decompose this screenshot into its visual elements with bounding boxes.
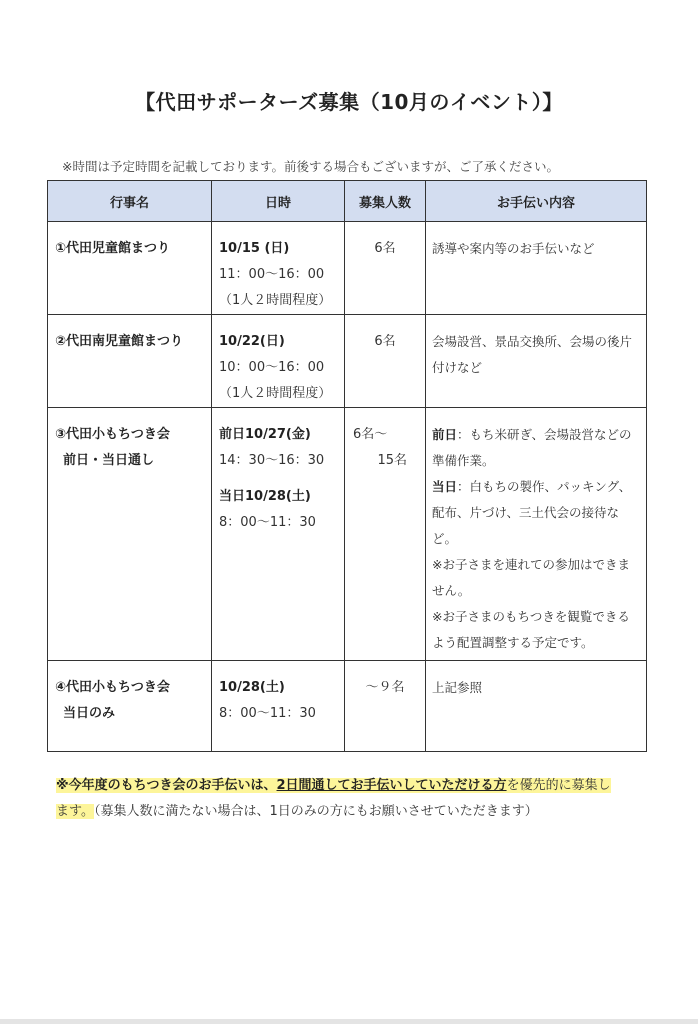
table-row	[48, 222, 647, 315]
header-help-content: お手伝い内容	[426, 181, 647, 222]
count-cell	[345, 661, 426, 752]
event-date: 10/28(土)	[219, 680, 285, 695]
recruit-count: 〜９名	[365, 680, 405, 695]
footer-highlight-suffix: を優先的に募集します。	[56, 778, 611, 819]
event-date-day-before: 前日10/27(金)	[219, 427, 311, 442]
help-item-day-before: 前日：もち米研ぎ、会場設営などの準備作業。	[432, 427, 632, 468]
table-row	[48, 315, 647, 408]
event-subtitle: 当日のみ	[63, 706, 116, 721]
datetime-cell	[212, 222, 345, 315]
table-row	[48, 661, 647, 752]
event-duration: （1人２時間程度）	[219, 293, 332, 308]
event-table	[47, 180, 647, 752]
event-time: 11：00〜16：00	[219, 267, 325, 282]
event-date: 10/22(日)	[219, 334, 285, 349]
event-subtitle: 前日・当日通し	[63, 453, 155, 468]
table-header-row	[48, 181, 647, 222]
help-item-day-of: 当日：白もちの製作、パッキング、配布、片づけ、三土代会の接待など。	[432, 479, 632, 546]
count-cell	[345, 222, 426, 315]
event-cell	[48, 661, 212, 752]
event-cell	[48, 315, 212, 408]
help-cell	[426, 315, 647, 408]
event-date-day-of: 当日10/28(土)	[219, 489, 311, 504]
header-event-name: 行事名	[48, 181, 212, 222]
event-time: 10：00〜16：00	[219, 360, 325, 375]
help-note-children: ※お子さまを連れての参加はできません。	[432, 557, 630, 598]
schedule-note: ※時間は予定時間を記載しております。前後する場合もございますが、ご了承ください。	[62, 159, 559, 174]
event-time-day-before: 14：30〜16：30	[219, 453, 325, 468]
help-cell	[426, 222, 647, 315]
help-note-viewing: ※お子さまのもちつきを観覧できるよう配置調整する予定です。	[432, 609, 630, 650]
help-content: 誘導や案内等のお手伝いなど	[432, 241, 595, 256]
recruit-count: 6名	[374, 241, 396, 256]
event-date: 10/15 (日)	[219, 241, 290, 256]
event-duration: （1人２時間程度）	[219, 386, 332, 401]
event-cell	[48, 408, 212, 661]
footer-highlight-underlined: 2日間通してお手伝いしていただける方	[276, 778, 507, 793]
footer-highlight-prefix: ※今年度のもちつき会のお手伝いは、	[56, 778, 277, 793]
help-content: 上記参照	[432, 680, 483, 695]
datetime-cell	[212, 661, 345, 752]
page-title: 【代田サポーターズ募集（10月のイベント）】	[135, 90, 563, 114]
datetime-cell	[212, 315, 345, 408]
help-cell	[426, 408, 647, 661]
event-name: ①代田児童館まつり	[55, 241, 171, 256]
recruit-count-max: 15名	[377, 453, 407, 468]
header-recruit-count: 募集人数	[345, 181, 426, 222]
event-time-day-of: 8：00〜11：30	[219, 515, 316, 530]
count-cell	[345, 408, 426, 661]
table-row	[48, 408, 647, 661]
event-cell	[48, 222, 212, 315]
event-name: ④代田小もちつき会	[55, 680, 170, 695]
event-name: ③代田小もちつき会	[55, 427, 170, 442]
datetime-cell	[212, 408, 345, 661]
event-name: ②代田南児童館まつり	[55, 334, 184, 349]
recruit-count-min: 6名〜	[353, 427, 388, 442]
count-cell	[345, 315, 426, 408]
header-datetime: 日時	[212, 181, 345, 222]
event-time: 8：00〜11：30	[219, 706, 316, 721]
footer-rest: （募集人数に満たない場合は、1日のみの方にもお願いさせていただきます）	[93, 804, 538, 819]
footer-note	[56, 773, 616, 825]
bottom-divider	[0, 1019, 698, 1024]
help-content: 会場設営、景品交換所、会場の後片付けなど	[432, 334, 633, 375]
recruit-count: 6名	[374, 334, 396, 349]
help-cell	[426, 661, 647, 752]
